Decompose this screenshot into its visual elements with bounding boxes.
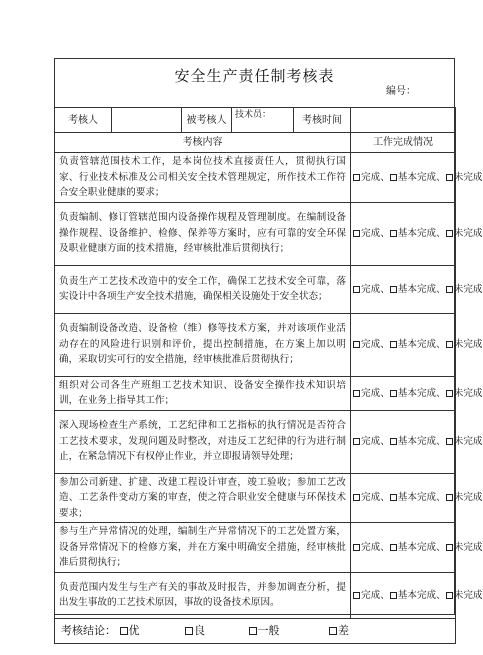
checkbox-icon bbox=[390, 390, 397, 397]
status-option[interactable]: 完成 bbox=[353, 228, 380, 239]
checkbox-icon bbox=[120, 627, 128, 635]
checkbox-icon bbox=[353, 494, 360, 501]
time-label: 考核时间 bbox=[294, 108, 351, 133]
status-option[interactable]: 未完成 bbox=[446, 492, 483, 503]
item-status: 完成、 基本完成、 未完成 bbox=[351, 202, 456, 265]
status-option[interactable]: 基本完成 bbox=[390, 172, 436, 183]
item-status: 完成、 基本完成、 未完成 bbox=[351, 376, 456, 410]
status-option[interactable]: 未完成 bbox=[446, 228, 483, 239]
status-option[interactable]: 完成 bbox=[353, 436, 380, 447]
item-status: 完成、 基本完成、 未完成 bbox=[351, 473, 456, 523]
checkbox-icon bbox=[390, 174, 397, 181]
position-label: 技术员： bbox=[232, 108, 294, 133]
checkbox-icon bbox=[249, 627, 257, 635]
checkbox-icon bbox=[390, 230, 397, 237]
status-option[interactable]: 基本完成 bbox=[390, 542, 436, 553]
form-title: 安全生产责任制考核表 bbox=[174, 67, 335, 85]
assessment-table bbox=[54, 107, 483, 644]
item-content: 负责生产工艺技术改造中的安全工作，确保工艺技术安全可靠，落实设计中各项生产安全技术措施，确保相关设施处于安全状态； bbox=[55, 265, 351, 313]
status-option[interactable]: 未完成 bbox=[446, 590, 483, 601]
item-status: 完成、 基本完成、 未完成 bbox=[351, 410, 456, 473]
checkbox-icon bbox=[446, 230, 453, 237]
item-content: 组织对公司各生产班组工艺技术知识、设备安全操作技术知识培训，在业务上指导其工作； bbox=[55, 376, 351, 410]
item-row bbox=[55, 313, 456, 376]
status-option[interactable]: 基本完成 bbox=[390, 284, 436, 295]
checkbox-icon bbox=[353, 286, 360, 293]
assessor-label: 考核人 bbox=[55, 108, 112, 133]
item-content: 负责管辖范围技术工作，是本岗位技术直接责任人，贯彻执行国家、行业技术标准及公司相关安全技术管理规定，所作技术工作符合安全职业健康的要求； bbox=[55, 153, 351, 203]
conclusion-cell bbox=[55, 618, 456, 643]
item-row bbox=[55, 153, 456, 203]
checkbox-icon bbox=[446, 544, 453, 551]
checkbox-icon bbox=[353, 438, 360, 445]
checkbox-icon bbox=[390, 438, 397, 445]
status-option[interactable]: 基本完成 bbox=[390, 492, 436, 503]
item-row bbox=[55, 523, 456, 573]
checkbox-icon bbox=[446, 438, 453, 445]
checkbox-icon bbox=[329, 627, 337, 635]
status-option[interactable]: 完成 bbox=[353, 284, 380, 295]
status-column-header: 工作完成情况 bbox=[351, 133, 456, 153]
checkbox-icon bbox=[353, 390, 360, 397]
checkbox-icon bbox=[390, 544, 397, 551]
item-content: 负责编制、修订管辖范围内设备操作规程及管理制度。在编制设备操作规程、设备维护、检修、保养等方案时，应有可靠的安全环保及职业健康方面的技术措施，经审核批准后贯彻执行； bbox=[55, 202, 351, 265]
status-option[interactable]: 完成 bbox=[353, 172, 380, 183]
column-header-row bbox=[55, 133, 456, 153]
item-status: 完成、 基本完成、 未完成 bbox=[351, 572, 456, 618]
item-content: 深入现场检查生产系统，工艺纪律和工艺指标的执行情况是否符合工艺技术要求，发现问题及时整改，对违反工艺纪律的行为进行制止，在紧急情况下有权停止作业，并立即报请领导处理； bbox=[55, 410, 351, 473]
time-field[interactable] bbox=[351, 108, 456, 133]
item-content: 负责范围内发生与生产有关的事故及时报告，并参加调查分析，提出发生事故的工艺技术原因，事故的设备技术原因。 bbox=[55, 572, 351, 618]
assessment-form bbox=[54, 58, 483, 637]
checkbox-icon bbox=[446, 592, 453, 599]
item-content: 参加公司新建、扩建、改建工程设计审查，竣工验收；参加工艺改造、工艺条件变动方案的审查，使之符合职业安全健康与环保技术要求； bbox=[55, 473, 351, 523]
conclusion-option-good[interactable]: 良 bbox=[185, 624, 205, 637]
item-row bbox=[55, 572, 456, 618]
item-status: 完成、 基本完成、 未完成 bbox=[351, 313, 456, 376]
status-option[interactable]: 基本完成 bbox=[390, 388, 436, 399]
item-status: 完成、 基本完成、 未完成 bbox=[351, 523, 456, 573]
status-option[interactable]: 未完成 bbox=[446, 284, 483, 295]
item-content: 参与生产异常情况的处理，编制生产异常情况下的工艺处置方案，设备异常情况下的检修方案，并在方案中明确安全措施，经审核批准后贯彻执行； bbox=[55, 523, 351, 573]
item-row bbox=[55, 376, 456, 410]
header-row bbox=[55, 108, 456, 133]
conclusion-option-poor[interactable]: 差 bbox=[329, 624, 349, 637]
status-option[interactable]: 基本完成 bbox=[390, 339, 436, 350]
status-option[interactable]: 基本完成 bbox=[390, 228, 436, 239]
status-option[interactable]: 基本完成 bbox=[390, 436, 436, 447]
checkbox-icon bbox=[446, 390, 453, 397]
checkbox-icon bbox=[185, 627, 193, 635]
conclusion-label: 考核结论： bbox=[61, 624, 116, 637]
checkbox-icon bbox=[353, 592, 360, 599]
status-option[interactable]: 未完成 bbox=[446, 388, 483, 399]
checkbox-icon bbox=[353, 544, 360, 551]
checkbox-icon bbox=[353, 174, 360, 181]
conclusion-option-excellent[interactable]: 优 bbox=[120, 624, 140, 637]
conclusion-row bbox=[55, 618, 456, 643]
checkbox-icon bbox=[353, 230, 360, 237]
item-row bbox=[55, 202, 456, 265]
checkbox-icon bbox=[446, 494, 453, 501]
conclusion-option-fair[interactable]: 一般 bbox=[249, 624, 280, 637]
number-label: 编号： bbox=[386, 86, 416, 97]
item-status: 完成、 基本完成、 未完成 bbox=[351, 153, 456, 203]
status-option[interactable]: 未完成 bbox=[446, 542, 483, 553]
item-status: 完成、 基本完成、 未完成 bbox=[351, 265, 456, 313]
status-option[interactable]: 完成 bbox=[353, 590, 380, 601]
checkbox-icon bbox=[390, 592, 397, 599]
item-row bbox=[55, 265, 456, 313]
checkbox-icon bbox=[446, 174, 453, 181]
status-option[interactable]: 未完成 bbox=[446, 339, 483, 350]
checkbox-icon bbox=[446, 286, 453, 293]
content-column-header: 考核内容 bbox=[55, 133, 351, 153]
assessee-label: 被考核人 bbox=[182, 108, 232, 133]
status-option[interactable]: 完成 bbox=[353, 388, 380, 399]
item-row bbox=[55, 473, 456, 523]
status-option[interactable]: 未完成 bbox=[446, 172, 483, 183]
checkbox-icon bbox=[390, 286, 397, 293]
status-option[interactable]: 完成 bbox=[353, 339, 380, 350]
assessor-field[interactable] bbox=[112, 108, 182, 133]
status-option[interactable]: 基本完成 bbox=[390, 590, 436, 601]
item-row bbox=[55, 410, 456, 473]
status-option[interactable]: 完成 bbox=[353, 492, 380, 503]
checkbox-icon bbox=[446, 341, 453, 348]
checkbox-icon bbox=[390, 494, 397, 501]
item-content: 负责编制设备改造、设备检（维）修等技术方案，并对该项作业活动存在的风险进行识别和评价，提出控制措施，在方案上加以明确，采取切实可行的安全措施，经审核批准后贯彻执行； bbox=[55, 313, 351, 376]
checkbox-icon bbox=[390, 341, 397, 348]
checkbox-icon bbox=[353, 341, 360, 348]
status-option[interactable]: 未完成 bbox=[446, 436, 483, 447]
status-option[interactable]: 完成 bbox=[353, 542, 380, 553]
